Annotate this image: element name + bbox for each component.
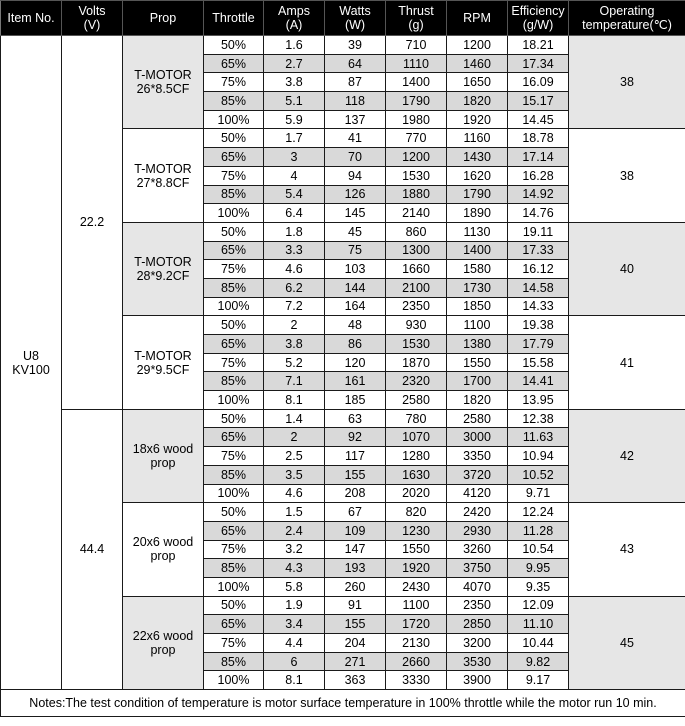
rpm-cell: 3200 <box>447 634 508 653</box>
table-row <box>1 409 685 428</box>
line-2: 29*9.5CF <box>136 362 190 377</box>
rpm-cell: 1160 <box>447 129 508 148</box>
efficiency-cell: 12.09 <box>508 596 569 615</box>
header-operating-temperature <box>569 1 685 36</box>
watts-cell: 94 <box>325 166 386 185</box>
header-throttle <box>204 1 264 36</box>
throttle-cell: 100% <box>204 391 264 410</box>
line-1: Item No. <box>7 11 55 25</box>
watts-cell: 260 <box>325 577 386 596</box>
line-2: (A) <box>285 18 303 32</box>
watts-cell: 39 <box>325 36 386 55</box>
efficiency-cell: 15.58 <box>508 353 569 372</box>
watts-cell: 193 <box>325 559 386 578</box>
line-2: 28*9.2CF <box>136 269 190 284</box>
rpm-cell: 3750 <box>447 559 508 578</box>
efficiency-cell: 9.35 <box>508 577 569 596</box>
amps-cell: 6 <box>264 652 325 671</box>
throttle-cell: 50% <box>204 409 264 428</box>
efficiency-cell: 10.94 <box>508 447 569 466</box>
throttle-cell: 85% <box>204 278 264 297</box>
watts-cell: 271 <box>325 652 386 671</box>
thrust-cell: 1790 <box>386 92 447 111</box>
watts-cell: 75 <box>325 241 386 260</box>
header-prop <box>123 1 204 36</box>
efficiency-cell: 16.12 <box>508 260 569 279</box>
thrust-cell: 1870 <box>386 353 447 372</box>
throttle-cell: 85% <box>204 652 264 671</box>
watts-cell: 118 <box>325 92 386 111</box>
rpm-cell: 1430 <box>447 148 508 167</box>
efficiency-cell: 9.95 <box>508 559 569 578</box>
rpm-cell: 1920 <box>447 110 508 129</box>
amps-cell: 1.7 <box>264 129 325 148</box>
line-2: prop <box>150 642 176 657</box>
thrust-cell: 860 <box>386 222 447 241</box>
line-2: (g) <box>408 18 424 32</box>
efficiency-cell: 12.24 <box>508 503 569 522</box>
header-item-no <box>1 1 62 36</box>
rpm-cell: 1890 <box>447 204 508 223</box>
table-header <box>1 1 685 36</box>
thrust-cell: 1530 <box>386 166 447 185</box>
amps-cell: 4.4 <box>264 634 325 653</box>
watts-cell: 155 <box>325 615 386 634</box>
rpm-cell: 1650 <box>447 73 508 92</box>
rpm-cell: 1400 <box>447 241 508 260</box>
efficiency-cell: 17.34 <box>508 54 569 73</box>
temperature-cell: 40 <box>569 222 685 315</box>
watts-cell: 363 <box>325 671 386 690</box>
throttle-cell: 75% <box>204 634 264 653</box>
watts-cell: 103 <box>325 260 386 279</box>
amps-cell: 3.8 <box>264 335 325 354</box>
amps-cell: 2.4 <box>264 521 325 540</box>
line-1: T-MOTOR <box>134 348 192 363</box>
throttle-cell: 85% <box>204 372 264 391</box>
temperature-cell: 43 <box>569 503 685 596</box>
watts-cell: 86 <box>325 335 386 354</box>
rpm-cell: 2420 <box>447 503 508 522</box>
amps-cell: 8.1 <box>264 391 325 410</box>
watts-cell: 109 <box>325 521 386 540</box>
throttle-cell: 50% <box>204 596 264 615</box>
line-1: 20x6 wood <box>132 535 194 550</box>
throttle-cell: 50% <box>204 36 264 55</box>
efficiency-cell: 17.14 <box>508 148 569 167</box>
throttle-cell: 65% <box>204 241 264 260</box>
throttle-cell: 65% <box>204 521 264 540</box>
header-volts <box>62 1 123 36</box>
line-1: Volts <box>78 4 106 18</box>
amps-cell: 2 <box>264 316 325 335</box>
line-2: 27*8.8CF <box>136 175 190 190</box>
thrust-cell: 1550 <box>386 540 447 559</box>
throttle-cell: 75% <box>204 447 264 466</box>
table-row <box>1 36 685 55</box>
rpm-cell: 1790 <box>447 185 508 204</box>
amps-cell: 4.6 <box>264 484 325 503</box>
efficiency-cell: 18.78 <box>508 129 569 148</box>
amps-cell: 4 <box>264 166 325 185</box>
efficiency-cell: 18.21 <box>508 36 569 55</box>
throttle-cell: 65% <box>204 335 264 354</box>
efficiency-cell: 15.17 <box>508 92 569 111</box>
thrust-cell: 2580 <box>386 391 447 410</box>
watts-cell: 70 <box>325 148 386 167</box>
throttle-cell: 100% <box>204 110 264 129</box>
amps-cell: 6.2 <box>264 278 325 297</box>
amps-cell: 8.1 <box>264 671 325 690</box>
watts-cell: 120 <box>325 353 386 372</box>
throttle-cell: 100% <box>204 484 264 503</box>
amps-cell: 1.9 <box>264 596 325 615</box>
line-2: 26*8.5CF <box>136 82 190 97</box>
efficiency-cell: 11.10 <box>508 615 569 634</box>
notes-text: Notes:The test condition of temperature is motor surface temperature in 100% throttle while the motor run 10 min. <box>1 690 685 717</box>
thrust-cell: 2020 <box>386 484 447 503</box>
efficiency-cell: 10.54 <box>508 540 569 559</box>
prop-cell <box>123 36 204 129</box>
header-efficiency <box>508 1 569 36</box>
thrust-cell: 2130 <box>386 634 447 653</box>
line-2: (V) <box>83 18 101 32</box>
line-1: Thrust <box>398 4 434 18</box>
throttle-cell: 85% <box>204 92 264 111</box>
amps-cell: 7.2 <box>264 297 325 316</box>
line-1: 18x6 wood <box>132 441 194 456</box>
efficiency-cell: 12.38 <box>508 409 569 428</box>
line-1: Amps <box>278 4 310 18</box>
amps-cell: 5.2 <box>264 353 325 372</box>
volts-cell: 44.4 <box>62 409 123 689</box>
efficiency-cell: 19.11 <box>508 222 569 241</box>
rpm-cell: 1820 <box>447 391 508 410</box>
line-2: KV100 <box>12 362 50 377</box>
amps-cell: 2.5 <box>264 447 325 466</box>
amps-cell: 2.7 <box>264 54 325 73</box>
line-2: (g/W) <box>522 18 554 32</box>
watts-cell: 144 <box>325 278 386 297</box>
thrust-cell: 1630 <box>386 465 447 484</box>
rpm-cell: 3900 <box>447 671 508 690</box>
throttle-cell: 50% <box>204 129 264 148</box>
rpm-cell: 3260 <box>447 540 508 559</box>
throttle-cell: 100% <box>204 204 264 223</box>
rpm-cell: 2850 <box>447 615 508 634</box>
thrust-cell: 1110 <box>386 54 447 73</box>
watts-cell: 91 <box>325 596 386 615</box>
temperature-cell: 38 <box>569 129 685 222</box>
throttle-cell: 50% <box>204 503 264 522</box>
efficiency-cell: 9.71 <box>508 484 569 503</box>
throttle-cell: 65% <box>204 428 264 447</box>
line-1: U8 <box>23 348 39 363</box>
amps-cell: 5.4 <box>264 185 325 204</box>
rpm-cell: 2350 <box>447 596 508 615</box>
efficiency-cell: 14.33 <box>508 297 569 316</box>
line-2: (W) <box>344 18 366 32</box>
watts-cell: 92 <box>325 428 386 447</box>
header-row <box>1 1 685 36</box>
thrust-cell: 1720 <box>386 615 447 634</box>
watts-cell: 208 <box>325 484 386 503</box>
line-1: T-MOTOR <box>134 255 192 270</box>
amps-cell: 6.4 <box>264 204 325 223</box>
prop-cell <box>123 316 204 409</box>
header-rpm <box>447 1 508 36</box>
throttle-cell: 85% <box>204 559 264 578</box>
temperature-cell: 42 <box>569 409 685 502</box>
efficiency-cell: 10.44 <box>508 634 569 653</box>
amps-cell: 1.6 <box>264 36 325 55</box>
rpm-cell: 1100 <box>447 316 508 335</box>
item-no-cell <box>1 36 62 690</box>
throttle-cell: 75% <box>204 166 264 185</box>
efficiency-cell: 14.92 <box>508 185 569 204</box>
efficiency-cell: 11.28 <box>508 521 569 540</box>
amps-cell: 1.4 <box>264 409 325 428</box>
rpm-cell: 1700 <box>447 372 508 391</box>
thrust-cell: 3330 <box>386 671 447 690</box>
thrust-cell: 2430 <box>386 577 447 596</box>
thrust-cell: 2100 <box>386 278 447 297</box>
throttle-cell: 75% <box>204 540 264 559</box>
thrust-cell: 2320 <box>386 372 447 391</box>
efficiency-cell: 13.95 <box>508 391 569 410</box>
prop-cell <box>123 129 204 222</box>
watts-cell: 87 <box>325 73 386 92</box>
efficiency-cell: 17.33 <box>508 241 569 260</box>
efficiency-cell: 10.52 <box>508 465 569 484</box>
thrust-cell: 2140 <box>386 204 447 223</box>
temperature-cell: 45 <box>569 596 685 689</box>
line-2: prop <box>150 549 176 564</box>
line-1: T-MOTOR <box>134 68 192 83</box>
thrust-cell: 1280 <box>386 447 447 466</box>
line-1: 22x6 wood <box>132 628 194 643</box>
thrust-cell: 2350 <box>386 297 447 316</box>
watts-cell: 145 <box>325 204 386 223</box>
line-2: prop <box>150 455 176 470</box>
watts-cell: 64 <box>325 54 386 73</box>
throttle-cell: 85% <box>204 185 264 204</box>
header-amps <box>264 1 325 36</box>
watts-cell: 126 <box>325 185 386 204</box>
efficiency-cell: 9.82 <box>508 652 569 671</box>
thrust-cell: 780 <box>386 409 447 428</box>
efficiency-cell: 14.76 <box>508 204 569 223</box>
line-1: Operating <box>599 4 655 18</box>
prop-cell <box>123 596 204 689</box>
throttle-cell: 65% <box>204 54 264 73</box>
watts-cell: 45 <box>325 222 386 241</box>
line-1: Prop <box>149 11 177 25</box>
rpm-cell: 1850 <box>447 297 508 316</box>
throttle-cell: 100% <box>204 671 264 690</box>
amps-cell: 3.5 <box>264 465 325 484</box>
throttle-cell: 65% <box>204 148 264 167</box>
efficiency-cell: 11.63 <box>508 428 569 447</box>
thrust-cell: 1200 <box>386 148 447 167</box>
thrust-cell: 930 <box>386 316 447 335</box>
line-1: RPM <box>463 11 491 25</box>
amps-cell: 5.8 <box>264 577 325 596</box>
amps-cell: 7.1 <box>264 372 325 391</box>
efficiency-cell: 14.58 <box>508 278 569 297</box>
throttle-cell: 65% <box>204 615 264 634</box>
thrust-cell: 1100 <box>386 596 447 615</box>
amps-cell: 2 <box>264 428 325 447</box>
amps-cell: 5.9 <box>264 110 325 129</box>
thrust-cell: 1880 <box>386 185 447 204</box>
amps-cell: 3.8 <box>264 73 325 92</box>
rpm-cell: 1380 <box>447 335 508 354</box>
watts-cell: 137 <box>325 110 386 129</box>
amps-cell: 3.2 <box>264 540 325 559</box>
throttle-cell: 50% <box>204 316 264 335</box>
efficiency-cell: 17.79 <box>508 335 569 354</box>
table-footer <box>1 690 685 717</box>
rpm-cell: 2930 <box>447 521 508 540</box>
watts-cell: 164 <box>325 297 386 316</box>
thrust-cell: 1980 <box>386 110 447 129</box>
efficiency-cell: 16.28 <box>508 166 569 185</box>
prop-cell <box>123 503 204 596</box>
rpm-cell: 1730 <box>447 278 508 297</box>
thrust-cell: 1230 <box>386 521 447 540</box>
thrust-cell: 1400 <box>386 73 447 92</box>
watts-cell: 63 <box>325 409 386 428</box>
throttle-cell: 75% <box>204 73 264 92</box>
amps-cell: 3.4 <box>264 615 325 634</box>
thrust-cell: 2660 <box>386 652 447 671</box>
rpm-cell: 4070 <box>447 577 508 596</box>
amps-cell: 5.1 <box>264 92 325 111</box>
throttle-cell: 50% <box>204 222 264 241</box>
rpm-cell: 1550 <box>447 353 508 372</box>
throttle-cell: 100% <box>204 577 264 596</box>
table-body <box>1 36 685 690</box>
thrust-cell: 1660 <box>386 260 447 279</box>
rpm-cell: 3530 <box>447 652 508 671</box>
temperature-cell: 41 <box>569 316 685 409</box>
thrust-cell: 1070 <box>386 428 447 447</box>
throttle-cell: 85% <box>204 465 264 484</box>
amps-cell: 3 <box>264 148 325 167</box>
watts-cell: 161 <box>325 372 386 391</box>
throttle-cell: 100% <box>204 297 264 316</box>
efficiency-cell: 16.09 <box>508 73 569 92</box>
efficiency-cell: 9.17 <box>508 671 569 690</box>
watts-cell: 117 <box>325 447 386 466</box>
prop-cell <box>123 409 204 502</box>
efficiency-cell: 19.38 <box>508 316 569 335</box>
header-watts <box>325 1 386 36</box>
line-1: Efficiency <box>511 4 565 18</box>
rpm-cell: 1620 <box>447 166 508 185</box>
line-1: Watts <box>339 4 371 18</box>
rpm-cell: 2580 <box>447 409 508 428</box>
line-1: Throttle <box>212 11 255 25</box>
amps-cell: 1.8 <box>264 222 325 241</box>
header-thrust <box>386 1 447 36</box>
watts-cell: 204 <box>325 634 386 653</box>
rpm-cell: 3720 <box>447 465 508 484</box>
rpm-cell: 1820 <box>447 92 508 111</box>
rpm-cell: 1460 <box>447 54 508 73</box>
amps-cell: 4.3 <box>264 559 325 578</box>
rpm-cell: 1200 <box>447 36 508 55</box>
amps-cell: 1.5 <box>264 503 325 522</box>
volts-cell: 22.2 <box>62 36 123 410</box>
rpm-cell: 4120 <box>447 484 508 503</box>
rpm-cell: 3000 <box>447 428 508 447</box>
watts-cell: 48 <box>325 316 386 335</box>
rpm-cell: 1130 <box>447 222 508 241</box>
efficiency-cell: 14.45 <box>508 110 569 129</box>
thrust-cell: 770 <box>386 129 447 148</box>
amps-cell: 4.6 <box>264 260 325 279</box>
amps-cell: 3.3 <box>264 241 325 260</box>
throttle-cell: 75% <box>204 260 264 279</box>
line-2: temperature(℃) <box>582 18 672 32</box>
rpm-cell: 3350 <box>447 447 508 466</box>
thrust-cell: 1920 <box>386 559 447 578</box>
watts-cell: 185 <box>325 391 386 410</box>
watts-cell: 147 <box>325 540 386 559</box>
throttle-cell: 75% <box>204 353 264 372</box>
watts-cell: 67 <box>325 503 386 522</box>
thrust-cell: 1300 <box>386 241 447 260</box>
efficiency-cell: 14.41 <box>508 372 569 391</box>
rpm-cell: 1580 <box>447 260 508 279</box>
thrust-cell: 820 <box>386 503 447 522</box>
temperature-cell: 38 <box>569 36 685 129</box>
thrust-cell: 1530 <box>386 335 447 354</box>
thrust-cell: 710 <box>386 36 447 55</box>
watts-cell: 41 <box>325 129 386 148</box>
line-1: T-MOTOR <box>134 161 192 176</box>
watts-cell: 155 <box>325 465 386 484</box>
prop-cell <box>123 222 204 315</box>
